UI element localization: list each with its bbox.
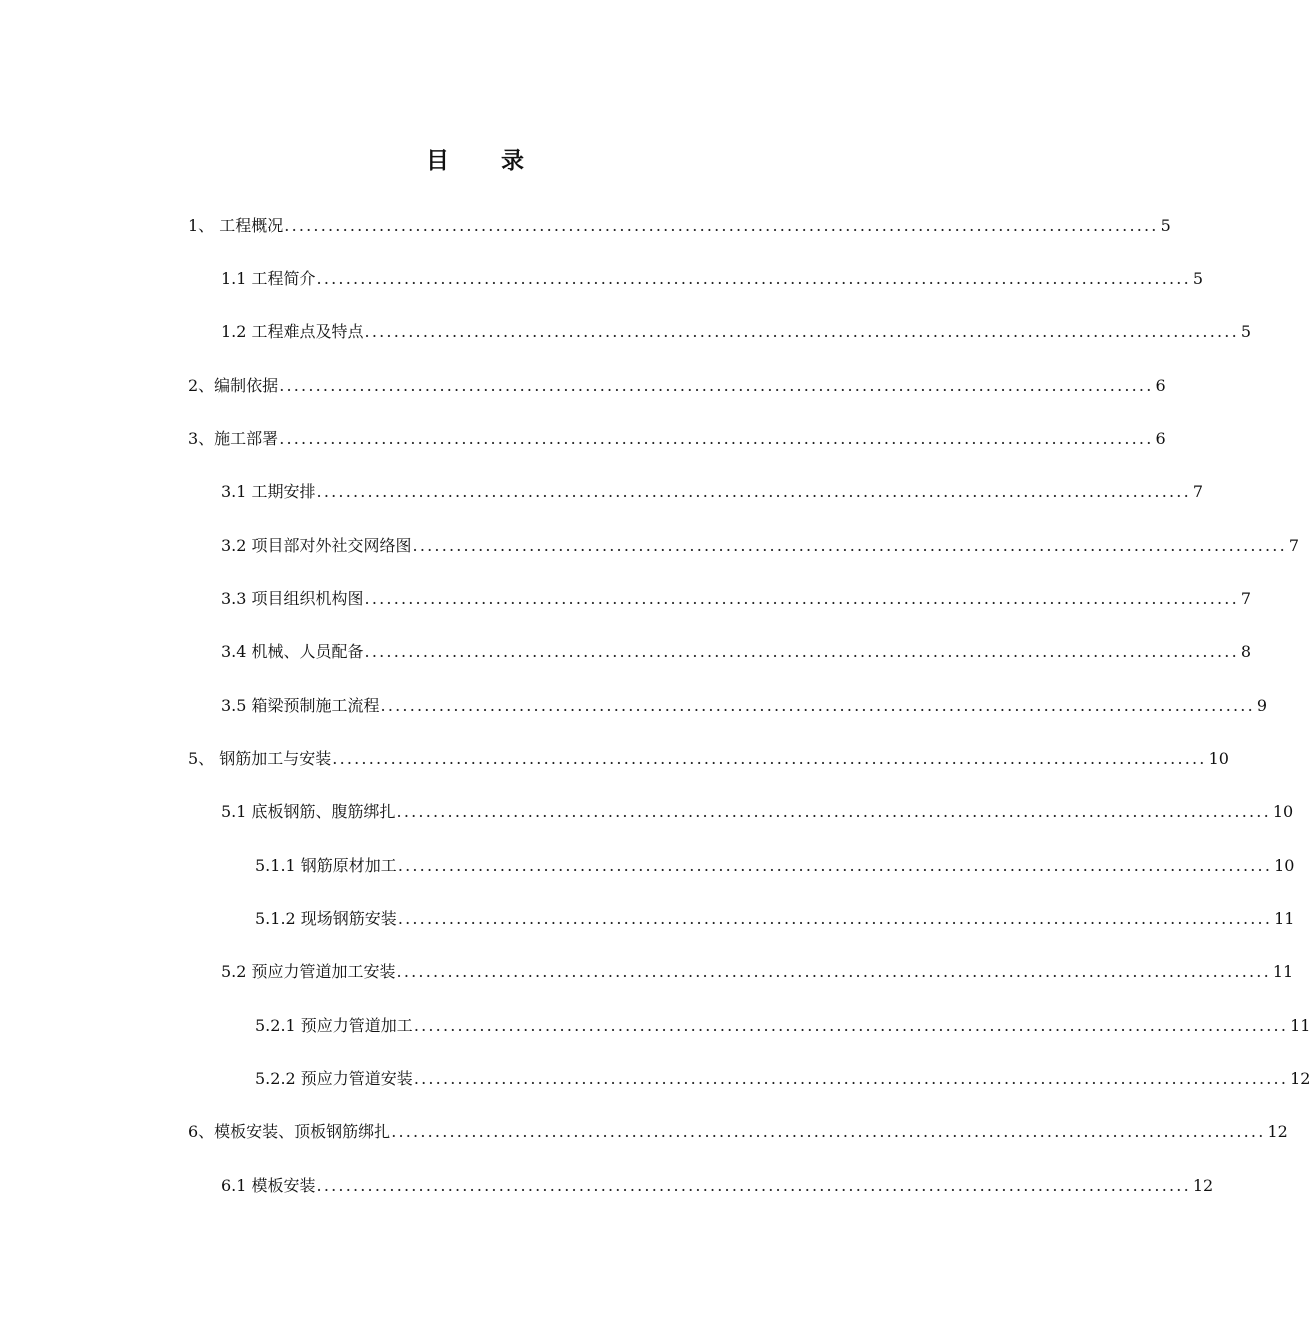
- toc-page-number: 7: [1192, 482, 1204, 501]
- toc-leader-dots: ........................................................................................................................: [413, 1069, 1289, 1088]
- toc-page-number: 5: [1160, 216, 1171, 235]
- toc-leader-dots: ........................................................................................................................: [397, 856, 1273, 875]
- toc-entry[interactable]: [255, 1015, 1310, 1037]
- toc-leader-dots: ........................................................................................................................: [332, 749, 1207, 768]
- toc-entry-text: 3.3 项目组织机构图: [221, 589, 364, 608]
- toc-leader-dots: ........................................................................................................................: [279, 376, 1154, 395]
- toc-entry-text: 3.4 机械、人员配备: [221, 642, 364, 661]
- toc-entry-text: 3.1 工期安排: [221, 482, 316, 501]
- toc-entry[interactable]: [255, 855, 1295, 877]
- toc-page-number: 8: [1240, 642, 1252, 661]
- toc-leader-dots: ........................................................................................................................: [412, 536, 1287, 555]
- toc-entry[interactable]: [221, 481, 1204, 503]
- toc-entry[interactable]: [255, 1068, 1310, 1090]
- toc-page-number: 5: [1192, 269, 1204, 288]
- toc-title: 目 录: [425, 147, 546, 174]
- toc-entry-text: 6、模板安装、顶板钢筋绑扎: [188, 1122, 391, 1141]
- toc-leader-dots: ........................................................................................................................: [316, 269, 1191, 288]
- toc-page-number: 11: [1274, 909, 1295, 928]
- toc-page-number: 12: [1192, 1176, 1214, 1195]
- toc-entry-text: 5、 钢筋加工与安装: [188, 749, 332, 768]
- toc-entry-text: 2、编制依据: [188, 376, 279, 395]
- toc-entry[interactable]: [188, 1121, 1288, 1143]
- toc-entry-text: 1、 工程概况: [188, 216, 284, 235]
- toc-page-number: 10: [1208, 749, 1229, 768]
- toc-entry[interactable]: [221, 268, 1204, 290]
- toc-entry[interactable]: [221, 535, 1300, 557]
- toc-entry[interactable]: [255, 908, 1295, 930]
- toc-entry-text: 5.1.2 现场钢筋安装: [255, 909, 397, 928]
- toc-entry[interactable]: [188, 748, 1229, 770]
- toc-entry-text: 1.2 工程难点及特点: [221, 322, 364, 341]
- toc-leader-dots: ........................................................................................................................: [396, 802, 1271, 821]
- toc-entry[interactable]: [221, 1175, 1214, 1197]
- toc-page-number: 10: [1274, 856, 1295, 875]
- toc-entry[interactable]: [221, 695, 1268, 717]
- toc-leader-dots: ........................................................................................................................: [396, 962, 1271, 981]
- toc-page-number: 6: [1155, 429, 1166, 448]
- toc-leader-dots: ........................................................................................................................: [279, 429, 1154, 448]
- toc-leader-dots: ........................................................................................................................: [364, 642, 1239, 661]
- toc-entry[interactable]: [221, 641, 1252, 663]
- toc-entry[interactable]: [221, 801, 1294, 823]
- toc-leader-dots: ........................................................................................................................: [380, 696, 1255, 715]
- toc-leader-dots: ........................................................................................................................: [316, 482, 1191, 501]
- toc-page-number: 11: [1290, 1016, 1310, 1035]
- toc-entry-text: 3、施工部署: [188, 429, 279, 448]
- toc-page-number: 5: [1240, 322, 1252, 341]
- toc-entry-text: 5.2.1 预应力管道加工: [255, 1016, 413, 1035]
- toc-entry[interactable]: [221, 321, 1252, 343]
- toc-leader-dots: ........................................................................................................................: [316, 1176, 1191, 1195]
- toc-leader-dots: ........................................................................................................................: [397, 909, 1273, 928]
- toc-entry[interactable]: [188, 215, 1171, 237]
- toc-entry-text: 3.2 项目部对外社交网络图: [221, 536, 412, 555]
- toc-page-number: 6: [1155, 376, 1166, 395]
- toc-entry-text: 5.1.1 钢筋原材加工: [255, 856, 397, 875]
- toc-entry[interactable]: [221, 588, 1252, 610]
- toc-entry-text: 3.5 箱梁预制施工流程: [221, 696, 380, 715]
- toc-entry-text: 5.2.2 预应力管道安装: [255, 1069, 413, 1088]
- toc-page-number: 9: [1256, 696, 1268, 715]
- toc-entry-text: 1.1 工程简介: [221, 269, 316, 288]
- toc-page-number: 11: [1272, 962, 1294, 981]
- toc-entry-text: 5.2 预应力管道加工安装: [221, 962, 396, 981]
- toc-entry[interactable]: [188, 375, 1166, 397]
- toc-page-number: 7: [1288, 536, 1300, 555]
- toc-leader-dots: ........................................................................................................................: [413, 1016, 1289, 1035]
- toc-entry-text: 5.1 底板钢筋、腹筋绑扎: [221, 802, 396, 821]
- toc-leader-dots: ........................................................................................................................: [391, 1122, 1266, 1141]
- toc-leader-dots: ........................................................................................................................: [364, 589, 1239, 608]
- toc-page-number: 12: [1290, 1069, 1310, 1088]
- toc-page-number: 12: [1267, 1122, 1288, 1141]
- toc-page-number: 10: [1272, 802, 1294, 821]
- toc-leader-dots: ........................................................................................................................: [284, 216, 1159, 235]
- toc-page-number: 7: [1240, 589, 1252, 608]
- toc-entry[interactable]: [188, 428, 1166, 450]
- toc-entry[interactable]: [221, 961, 1294, 983]
- toc-leader-dots: ........................................................................................................................: [364, 322, 1239, 341]
- toc-entry-text: 6.1 模板安装: [221, 1176, 316, 1195]
